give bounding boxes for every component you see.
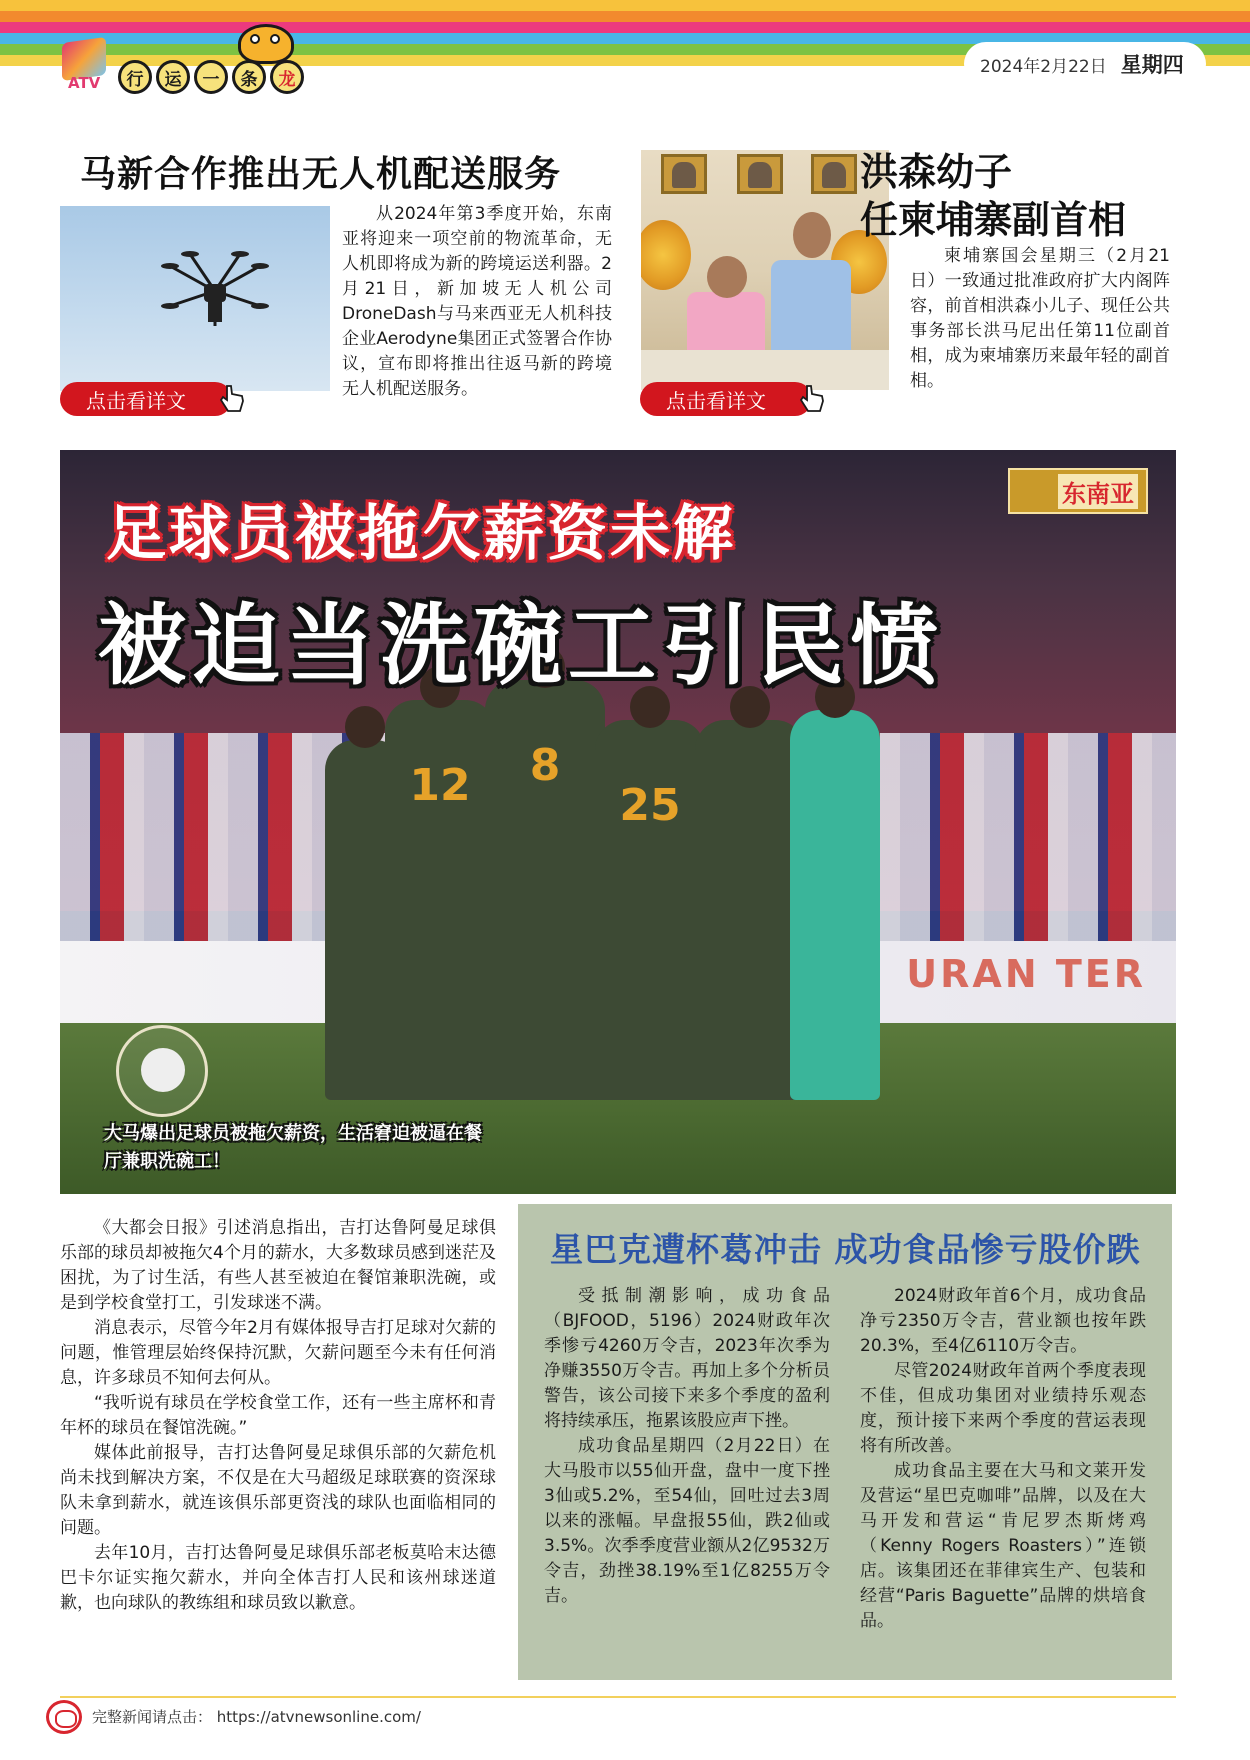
drone-icon (160, 246, 270, 336)
pointer-hand-icon (798, 384, 826, 414)
slogan-char: 条 (232, 60, 266, 94)
box-paragraph: 成功食品星期四（2月22日）在大马股市以55仙开盘，盘中一度下挫3仙或5.2%，至54仙，回吐过去3周以来的涨幅。早盘报55仙，跌2仙或3.5%。次季季度营业额从2亿9532万令吉，劲挫38.19%至1亿8255万令吉。 (544, 1436, 830, 1606)
club-crest-icon (116, 1025, 208, 1117)
box-title[interactable]: 星巴克遭杯葛冲击 成功食品惨亏股价跌 (550, 1230, 1141, 1269)
weekday-text: 星期四 (1120, 53, 1184, 77)
player-huddle (325, 660, 885, 1100)
box-column-left (544, 1284, 830, 1609)
date-text: 2024年2月22日 (980, 56, 1107, 77)
hero-caption: 大马爆出足球员被拖欠薪资，生活窘迫被逼在餐厅兼职洗碗工！ (104, 1123, 482, 1172)
portrait-frame (811, 154, 857, 194)
player: 8 (485, 680, 605, 1100)
story1-read-more-button[interactable] (60, 382, 232, 416)
hero-headline-line1[interactable]: 足球员被拖欠薪资未解 (106, 499, 736, 569)
article-paragraph: “我听说有球员在学校食堂工作，还有一些主席杯和青年杯的球员在餐馆洗碗。” (60, 1393, 496, 1438)
atv-footer-logo-icon (46, 1700, 82, 1734)
footer-label: 完整新闻请点击： (92, 1708, 213, 1726)
portrait-frame (661, 154, 707, 194)
article-paragraph: 消息表示，尽管今年2月有媒体报导吉打足球对欠薪的问题，惟管理层始终保持沉默，欠薪问题至今未有任何消息，许多球员不知何去何从。 (60, 1318, 496, 1388)
slogan-char: 龙 (270, 60, 304, 94)
pointer-hand-icon (218, 384, 246, 414)
slogan-char: 行 (118, 60, 152, 94)
hero-football-photo[interactable] (60, 450, 1176, 1194)
footer-url[interactable]: https://atvnewsonline.com/ (216, 1708, 421, 1726)
story2-title[interactable] (860, 148, 1126, 244)
slogan (118, 60, 304, 104)
player: 12 (385, 700, 495, 1100)
cta-label: 点击看详文 (86, 388, 186, 413)
article-paragraph: 《大都会日报》引述消息指出，吉打达鲁阿曼足球俱乐部的球员却被拖欠4个月的薪水，大多数球员感到迷茫及困扰，为了讨生活，有些人甚至被迫在餐馆兼职洗碗，或是到学校食堂打工，引发球迷不满。 (60, 1218, 496, 1313)
story2-read-more-button[interactable] (640, 382, 812, 416)
atv-logo-text: ATV (68, 74, 101, 92)
box-column-right (860, 1284, 1146, 1634)
slogan-char: 一 (194, 60, 228, 94)
footer-link[interactable] (92, 1706, 421, 1727)
hero-headline-line2[interactable]: 被迫当洗碗工引民愤 (98, 594, 945, 697)
article-paragraph: 去年10月，吉打达鲁阿曼足球俱乐部老板莫哈末达德巴卡尔证实拖欠薪水，并向全体吉打人民和该州球迷道歉，也向球队的教练组和球员致以歉意。 (60, 1543, 496, 1613)
story1-body: 从2024年第3季度开始，东南亚将迎来一项空前的物流革命，无人机即将成为新的跨境运送利器。2月21日，新加坡无人机公司DroneDash与马来西亚无人机科技企业Aerodyne集团正式签署合作协议，宣布即将推出往返马新的跨境无人机配送服务。 (342, 204, 612, 399)
player: 25 (595, 720, 705, 1100)
box-paragraph: 2024财政年首6个月，成功食品净亏2350万令吉，营业额也按年跌20.3%，至4亿6110万令吉。 (860, 1286, 1146, 1356)
goalkeeper (790, 710, 880, 1100)
portrait-frame (737, 154, 783, 194)
footer-divider (60, 1696, 1176, 1698)
drone-photo[interactable] (60, 206, 330, 391)
story2-title-line2: 任柬埔寨副首相 (860, 198, 1127, 242)
date-badge (966, 44, 1204, 84)
advertising-board-text: URAN TER (906, 952, 1146, 997)
story2-body: 柬埔寨国会星期三（2月21日）一致通过批准政府扩大内阁阵容，前首相洪森小儿子、现任公共事务部长洪马尼出任第11位副首相，成为柬埔寨历来最年轻的副首相。 (910, 246, 1170, 391)
football-article (60, 1216, 496, 1616)
atv-logo[interactable] (62, 40, 114, 90)
box-paragraph: 尽管2024财政年首两个季度表现不佳，但成功集团对业绩持乐观态度，预计接下来两个季度的营运表现将有所改善。 (860, 1361, 1146, 1456)
starbucks-news-box (518, 1204, 1172, 1680)
story1-title[interactable]: 马新合作推出无人机配送服务 (80, 154, 562, 195)
cta-label: 点击看详文 (666, 388, 766, 413)
slogan-char: 运 (156, 60, 190, 94)
cambodia-photo[interactable] (641, 150, 889, 390)
article-paragraph: 媒体此前报导，吉打达鲁阿曼足球俱乐部的欠薪危机尚未找到解决方案，不仅是在大马超级足球联赛的资深球队未拿到薪水，就连该俱乐部更资浅的球队也面临相同的问题。 (60, 1443, 496, 1538)
story2-title-line1: 洪森幼子 (860, 150, 1013, 194)
box-paragraph: 受抵制潮影响，成功食品（BJFOOD，5196）2024财政年次季惨亏4260万令吉，2023年次季为净赚3550万令吉。再加上多个分析员警告，该公司接下来多个季度的盈利将持续承压，拖累该股应声下挫。 (544, 1286, 830, 1431)
box-paragraph: 成功食品主要在大马和文莱开发及营运“星巴克咖啡”品牌，以及在大马开发和营运“肯尼罗杰斯烤鸡（Kenny Rogers Roasters）”连锁店。该集团还在菲律宾生产、包装和经营“Paris Baguette”品牌的烘培食品。 (860, 1461, 1146, 1631)
southeast-asia-badge (1008, 468, 1148, 514)
southeast-asia-badge-label: 东南亚 (1058, 474, 1138, 509)
